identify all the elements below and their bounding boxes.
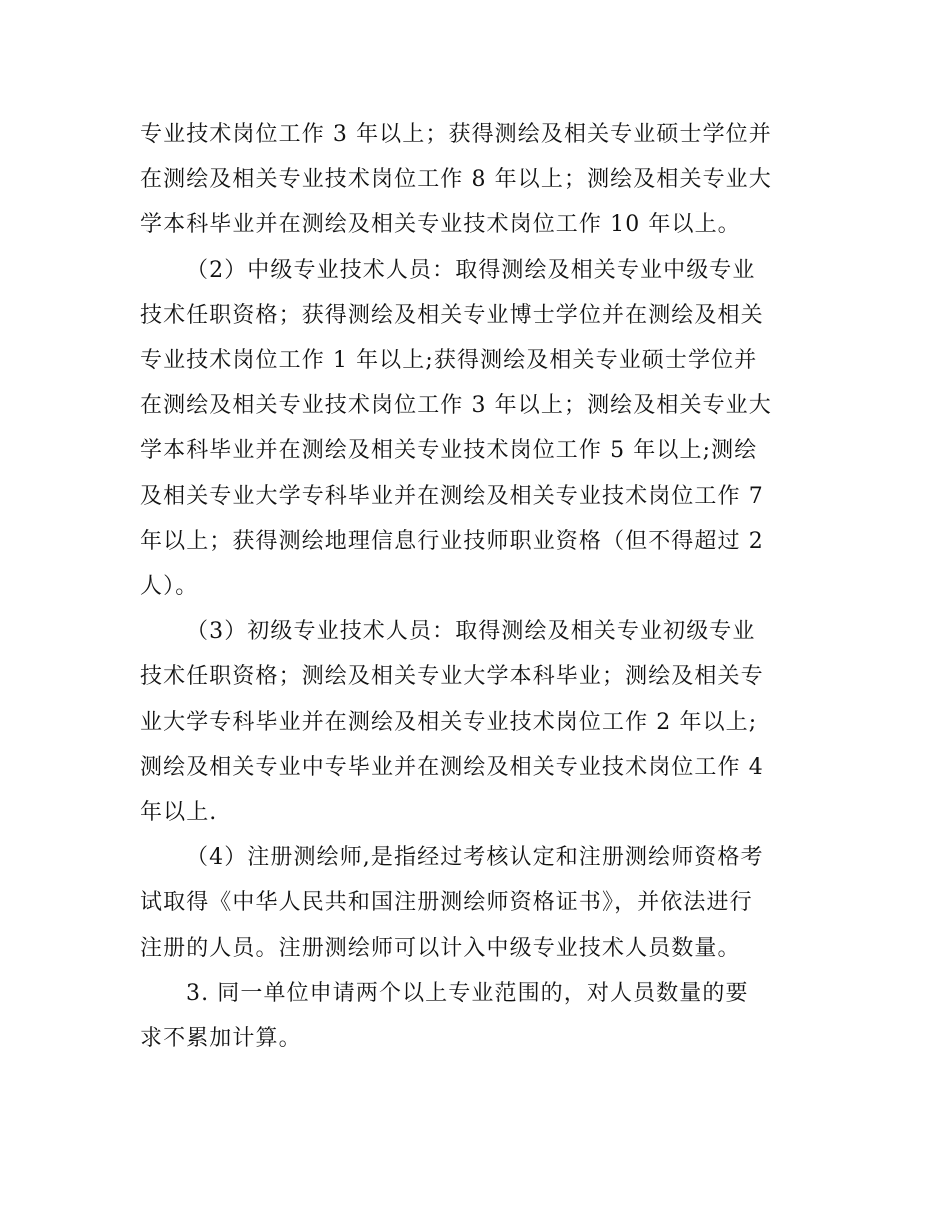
text-line: （3）初级专业技术人员：取得测绘及相关专业初级专业 bbox=[186, 619, 756, 644]
text-line: （4）注册测绘师,是指经过考核认定和注册测绘师资格考 bbox=[186, 845, 764, 870]
text-line: 学本科毕业并在测绘及相关专业技术岗位工作 10 年以上。 bbox=[140, 212, 741, 237]
text-line: 专业技术岗位工作 1 年以上;获得测绘及相关专业硕士学位并 bbox=[140, 348, 758, 373]
text-line: 年以上；获得测绘地理信息行业技师职业资格（但不得超过 2 bbox=[140, 529, 764, 554]
text-line: 在测绘及相关专业技术岗位工作 3 年以上；测绘及相关专业大 bbox=[140, 393, 772, 418]
text-line: （2）中级专业技术人员：取得测绘及相关专业中级专业 bbox=[186, 258, 756, 283]
text-line: 求不累加计算。 bbox=[140, 1026, 302, 1051]
text-line: 试取得《中华人民共和国注册测绘师资格证书》，并依法进行 bbox=[140, 890, 753, 915]
text-line: 在测绘及相关专业技术岗位工作 8 年以上；测绘及相关专业大 bbox=[140, 167, 772, 192]
text-line: 测绘及相关专业中专毕业并在测绘及相关专业技术岗位工作 4 bbox=[140, 755, 764, 780]
text-line: 学本科毕业并在测绘及相关专业技术岗位工作 5 年以上;测绘 bbox=[140, 438, 758, 463]
text-line: 技术任职资格；测绘及相关专业大学本科毕业；测绘及相关专 bbox=[140, 664, 764, 689]
text-line: 及相关专业大学专科毕业并在测绘及相关专业技术岗位工作 7 bbox=[140, 484, 764, 509]
text-line: 注册的人员。注册测绘师可以计入中级专业技术人员数量。 bbox=[140, 936, 741, 961]
text-line: 业大学专科毕业并在测绘及相关专业技术岗位工作 2 年以上; bbox=[140, 710, 758, 735]
text-line: 技术任职资格；获得测绘及相关专业博士学位并在测绘及相关 bbox=[140, 303, 764, 328]
text-line: 年以上. bbox=[140, 800, 218, 825]
text-line: 专业技术岗位工作 3 年以上；获得测绘及相关专业硕士学位并 bbox=[140, 122, 772, 147]
text-line: 3. 同一单位申请两个以上专业范围的，对人员数量的要 bbox=[186, 981, 749, 1006]
text-line: 人）。 bbox=[140, 574, 199, 599]
